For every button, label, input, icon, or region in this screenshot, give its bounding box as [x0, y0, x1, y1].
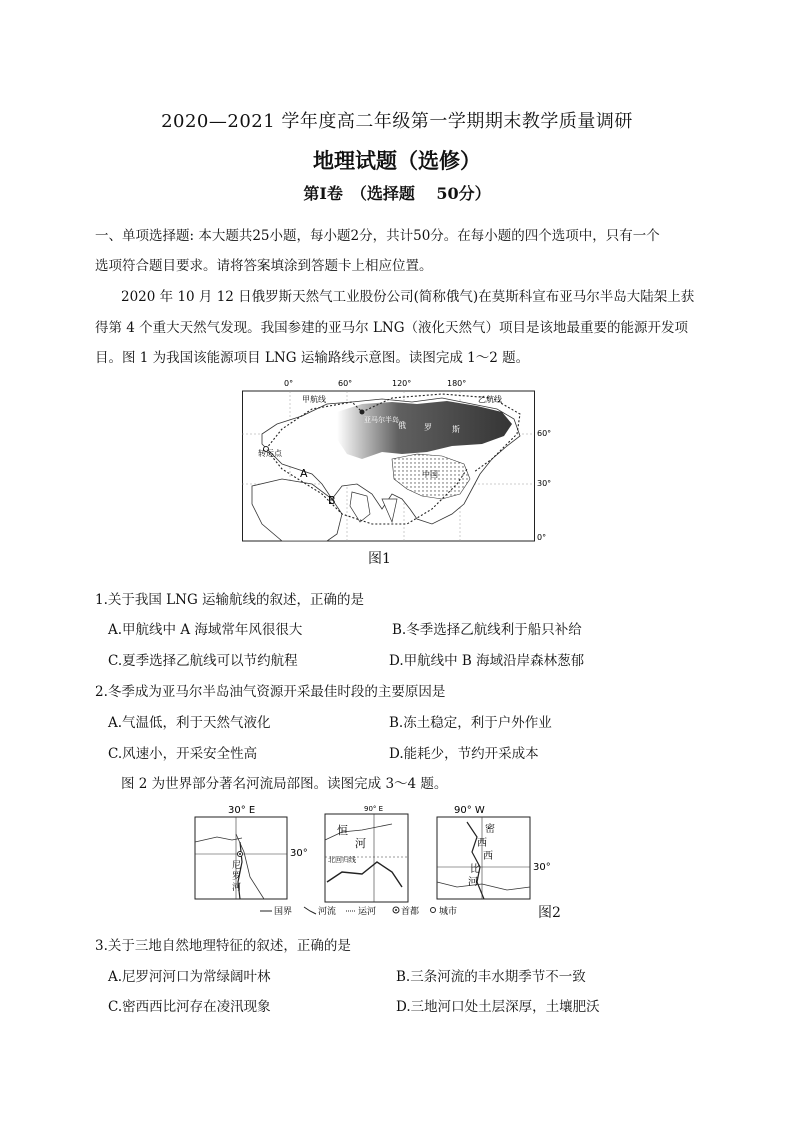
q3-option-a: A.尼罗河河口为常绿阔叶林: [108, 969, 271, 985]
map3-river-char1: 密: [485, 824, 495, 835]
figure2-caption: 图2: [538, 905, 561, 921]
section-instruction-line2: 选项符合题目要求。请将答案填涂到答题卡上相应位置。: [95, 258, 433, 274]
map2-river-char1: 恒: [337, 824, 348, 837]
exam-title: 地理试题（选修）: [313, 148, 481, 173]
map2-tropic-label: 北回归线: [328, 856, 356, 864]
q3-option-d: D.三地河口处土层深厚，土壤肥沃: [396, 999, 600, 1015]
route-yi-label: 乙航线: [478, 395, 502, 404]
map1-lon-label: 30° E: [228, 805, 256, 816]
q1-stem: 1.关于我国 LNG 运输航线的叙述，正确的是: [95, 592, 365, 608]
map3-lat-label: 30°: [533, 862, 551, 873]
section-instruction-line1: 一、单项选择题: 本大题共25小题，每小题2分，共计50分。在每小题的四个选项中，只有一个: [95, 228, 660, 244]
lon-label-120: 120°: [392, 379, 412, 388]
map1-river-char3: 河: [232, 883, 242, 893]
intro1-line2: 得第 4 个重大天然气发现。我国参建的亚马尔 LNG（液化天然气）项目是该地最重要的能源开发项: [95, 320, 689, 336]
map2-lon-label: 90° E: [364, 805, 384, 813]
figure1-map: [242, 374, 554, 549]
q2-option-b: B.冻土稳定，利于户外作业: [389, 715, 552, 731]
q2-stem: 2.冬季成为亚马尔半岛油气资源开采最佳时段的主要原因是: [95, 684, 446, 700]
lat-label-60: 60°: [537, 429, 552, 438]
q3-option-c: C.密西西比河存在凌汛现象: [108, 999, 271, 1015]
map3-river-char5: 河: [468, 877, 478, 888]
legend-river-label: 河流: [318, 907, 337, 917]
china-label: 中国: [422, 470, 438, 479]
exam-header: 2020—2021 学年度高二年级第一学期期末教学质量调研: [161, 111, 633, 132]
figure1-svg: [242, 374, 554, 549]
point-b-label: B: [328, 494, 336, 507]
figure1-caption: 图1: [368, 551, 391, 567]
legend-city-label: 城市: [439, 907, 458, 917]
map2-river-char2: 河: [355, 837, 366, 850]
lat-label-0: 0°: [537, 533, 547, 542]
map1-river-char1: 尼: [232, 861, 242, 871]
point-a-label: A: [300, 467, 308, 480]
russia-label-1: 俄: [398, 421, 406, 430]
q1-option-d: D.甲航线中 B 海域沿岸森林葱郁: [389, 653, 585, 669]
q3-stem: 3.关于三地自然地理特征的叙述，正确的是: [95, 938, 351, 954]
map1-lat-label: 30°: [290, 848, 308, 859]
legend-capital-label: 首都: [401, 907, 420, 917]
q1-option-a: A.甲航线中 A 海域常年风很很大: [108, 622, 303, 638]
q2-option-d: D.能耗少，节约开采成本: [389, 746, 539, 762]
q1-option-c: C.夏季选择乙航线可以节约航程: [108, 653, 298, 669]
russia-label-2: 罗: [424, 423, 432, 432]
legend-canal-label: 运河: [358, 907, 377, 917]
legend-border-label: 国界: [274, 907, 293, 917]
route-jia-label: 甲航线: [302, 395, 326, 404]
yamal-label: 亚马尔半岛: [364, 416, 399, 424]
map3-river-char4: 比: [470, 864, 480, 875]
lon-label-60: 60°: [338, 379, 353, 388]
figure2-svg: [192, 802, 572, 922]
figure2-maps: [192, 802, 572, 922]
russia-label-3: 斯: [452, 425, 460, 434]
q3-option-b: B.三条河流的丰水期季节不一致: [396, 969, 586, 985]
intro1-line1: 2020 年 10 月 12 日俄罗斯天然气工业股份公司(简称俄气)在莫斯科宣布亚马尔半岛大陆架上获: [121, 289, 695, 305]
map3-river-char2: 西: [477, 838, 487, 849]
intro2: 图 2 为世界部分著名河流局部图。读图完成 3～4 题。: [121, 776, 448, 792]
lon-label-180: 180°: [447, 379, 467, 388]
lon-label-0: 0°: [284, 379, 294, 388]
q2-option-a: A.气温低，利于天然气液化: [108, 715, 271, 731]
q1-option-b: B.冬季选择乙航线利于船只补给: [392, 622, 582, 638]
legend-river-symbol: [304, 907, 316, 914]
exam-subtitle: 第Ⅰ卷 （选择题 50分）: [303, 184, 491, 203]
map1-river-char2: 罗: [232, 872, 242, 882]
legend-city-symbol: [431, 908, 436, 913]
transfer-label: 转运点: [258, 449, 282, 458]
map3-river-char3: 西: [483, 851, 493, 862]
q2-option-c: C.风速小，开采安全性高: [108, 746, 258, 762]
intro1-line3: 目。图 1 为我国该能源项目 LNG 运输路线示意图。读图完成 1～2 题。: [95, 350, 530, 366]
map3-lon-label: 90° W: [454, 805, 485, 816]
yamal-marker: [360, 410, 365, 415]
lat-label-30: 30°: [537, 479, 552, 488]
